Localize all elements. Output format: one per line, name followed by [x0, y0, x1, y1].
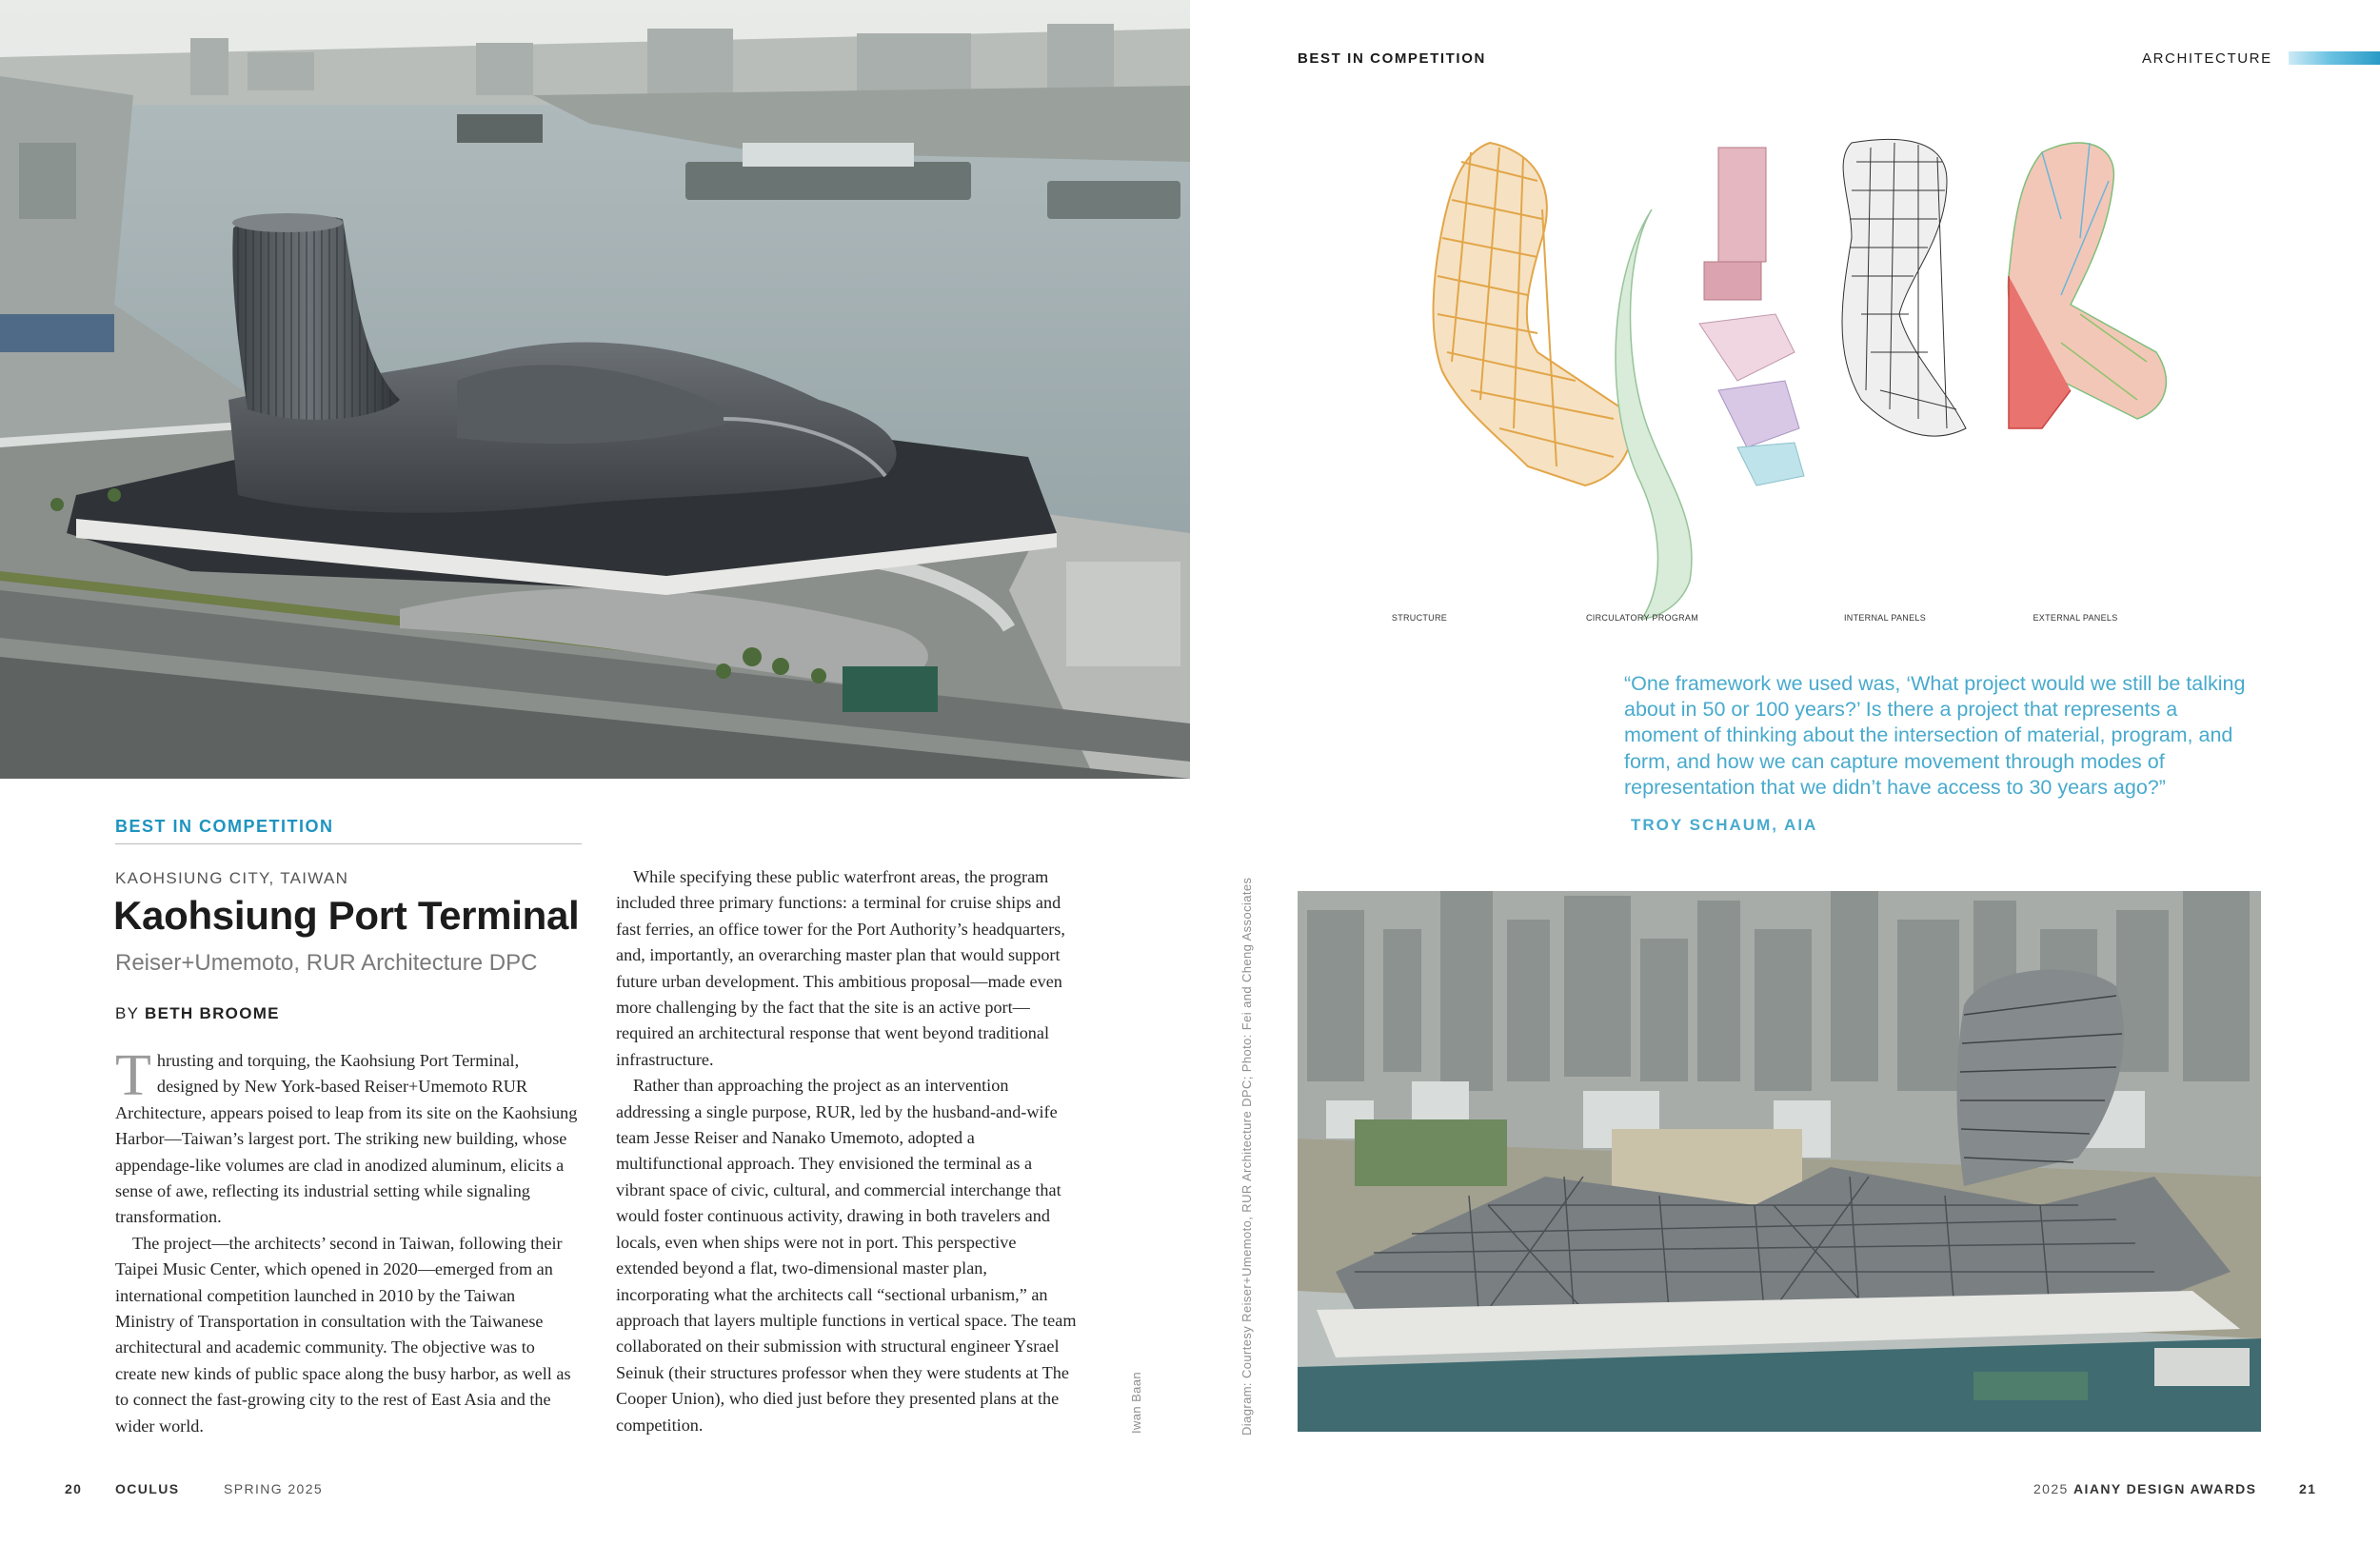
photo-credit-diagram: Diagram: Courtesy Reiser+Umemoto, RUR Architecture DPC; Photo: Fei and Cheng Associates	[1240, 877, 1254, 1436]
body-column-1	[115, 1043, 579, 1439]
awards-footer	[2033, 1481, 2256, 1496]
awards-name: AIANY DESIGN AWARDS	[2073, 1481, 2257, 1496]
pull-quote: “One framework we used was, ‘What project would we still be talking about in 50 or 100 years?’ Is there a project that represents a moment of thinking about the intersection of material, program, and form, and how we can capture movement through modes of representation that we didn’t have access to 30 years ago?”	[1624, 672, 2246, 799]
photo-credit-hero: Iwan Baan	[1129, 1371, 1143, 1434]
axonometric-diagram	[1338, 124, 2275, 633]
structure-drawing	[1434, 143, 1631, 485]
diagram-label-circulatory: CIRCULATORY PROGRAM	[1585, 613, 1699, 623]
magazine-name: OCULUS	[115, 1481, 180, 1496]
circulatory-drawing	[1616, 148, 1804, 619]
drop-cap: T	[115, 1043, 151, 1108]
byline-author: BETH BROOME	[145, 1004, 280, 1022]
hero-photo-terminal-aerial	[0, 0, 1190, 779]
paragraph-3: While specifying these public waterfront areas, the program included three primary functions: a terminal for cruise ships and fast ferries, an office tower for the Port Authority’s headquarters, and, importantly, an overarching master plan that would support future urban development. This ambitious proposal—made even more challenging by the fact that the site is an active port—required an architectural response that went beyond traditional infrastructure.	[616, 867, 1065, 1069]
pull-quote-author: TROY SCHAUM, AIA	[1631, 816, 1818, 834]
paragraph-2: The project—the architects’ second in Taiwan, following their Taipei Music Center, which opened in 2020—emerged from an international competition launched in 2010 by the Taiwan Ministry of Transportation in consultation with the Taiwanese architectural and academic community. The objective was to create new kinds of public space along the busy harbor, as well as to connect the fast-growing city to the rest of East Asia and the wider world.	[115, 1233, 571, 1436]
paragraph-1: hrusting and torquing, the Kaohsiung Port Terminal, designed by New York-based Reiser+Umemoto RUR Architecture, appears poised to leap from its site on the Kaohsiung Harbor—Taiwan’s largest port. The striking new building, whose appendage-like volumes are clad in anodized aluminum, elicits a sense of awe, reflecting its industrial setting while signaling transformation.	[115, 1051, 578, 1227]
header-section-label: BEST IN COMPETITION	[1298, 50, 1486, 67]
section-kicker: BEST IN COMPETITION	[115, 817, 334, 836]
diagram-label-external: EXTERNAL PANELS	[2033, 613, 2118, 623]
byline-prefix: BY	[115, 1004, 139, 1022]
article-title: Kaohsiung Port Terminal	[113, 893, 580, 938]
issue-season: SPRING 2025	[224, 1481, 324, 1496]
paragraph-4: Rather than approaching the project as an intervention addressing a single purpose, RUR, led by the husband-and-wife team Jesse Reiser and Nanako Umemoto, adopted a multifunctional approach. They envisioned the terminal as a vibrant space of civic, cultural, and commercial interchange that would foster continuous activity, drawing in both travelers and locals, even when ships were not in port. This perspective extended beyond a flat, two-dimensional master plan, incorporating what the architects call “sectional urbanism,” an approach that layers multiple functions in vertical space. The team collaborated on their submission with structural engineer Ysrael Seinuk (their structures professor when they were students at The Cooper Union), who died just before they presented plans at the competition.	[616, 1076, 1077, 1435]
diagram-label-structure: STRUCTURE	[1391, 613, 1448, 623]
header-category: ARCHITECTURE	[2142, 50, 2272, 67]
external-panels-drawing	[2008, 143, 2166, 428]
awards-year: 2025	[2033, 1481, 2069, 1496]
page-number-left: 20	[65, 1481, 83, 1496]
internal-panels-drawing	[1842, 139, 1966, 436]
construction-photo	[1298, 891, 2261, 1432]
page-number-right: 21	[2299, 1481, 2317, 1496]
accent-bar-right	[2289, 51, 2380, 65]
diagram-label-internal: INTERNAL PANELS	[1843, 613, 1927, 623]
kicker-divider	[115, 843, 582, 844]
body-column-2	[616, 864, 1078, 1438]
byline	[115, 1004, 280, 1023]
article-subtitle: Reiser+Umemoto, RUR Architecture DPC	[115, 950, 538, 976]
project-location: KAOHSIUNG CITY, TAIWAN	[115, 869, 349, 887]
